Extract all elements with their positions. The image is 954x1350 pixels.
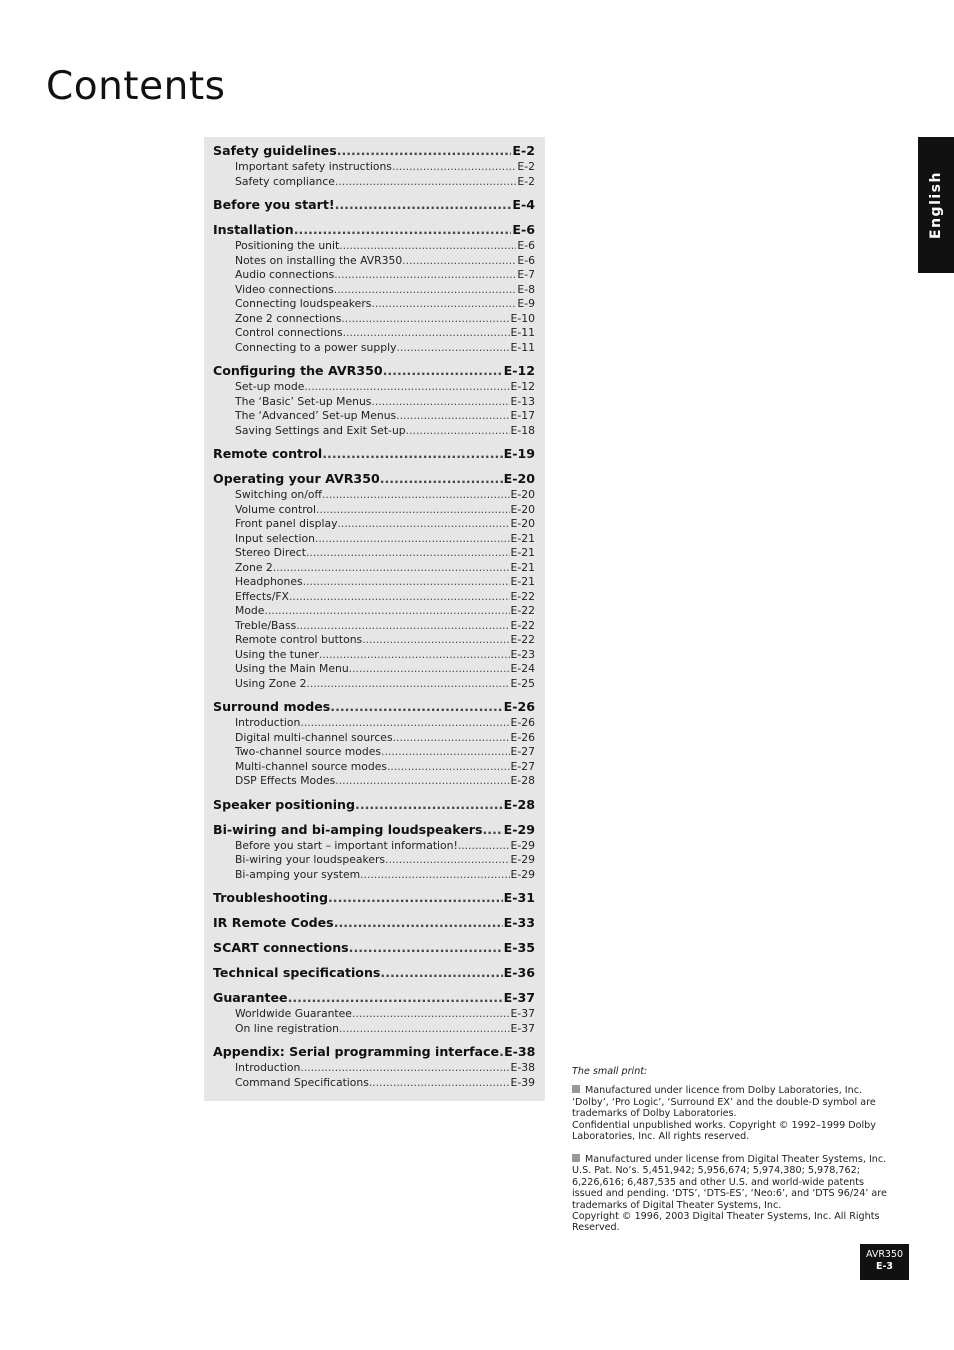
small-print-text: issued and pending. ‘DTS’, ‘DTS-ES’, ‘Neo:6’, and ‘DTS 96/24’ are [572, 1188, 887, 1200]
toc-section-entry[interactable] [213, 939, 535, 957]
toc-subentry[interactable] [213, 380, 535, 395]
toc-section-entry[interactable] [213, 889, 535, 907]
small-print-text: Manufactured under license from Digital Theater Systems, Inc. [585, 1153, 887, 1165]
small-print-text: Laboratories, Inc. All rights reserved. [572, 1131, 750, 1143]
toc-leader-dots [316, 503, 510, 518]
toc-section-entry[interactable] [213, 964, 535, 982]
toc-subentry-title: Switching on/off [235, 488, 322, 501]
toc-section [213, 821, 535, 883]
dts-notice [572, 1154, 902, 1234]
toc-subentry-page: E-20 [510, 517, 535, 530]
toc-section-page: E-37 [503, 990, 535, 1005]
toc-section-title: Technical specifications [213, 965, 381, 980]
toc-section [213, 698, 535, 789]
toc-section-title: Safety guidelines [213, 143, 337, 158]
toc-subentry-page: E-21 [510, 531, 535, 545]
toc-subentry-page: E-18 [510, 423, 535, 437]
toc-leader-dots [406, 424, 510, 439]
small-print-line [572, 1108, 902, 1119]
small-print-text: ‘Dolby’, ‘Pro Logic’, ‘Surround EX’ and the double-D symbol are [572, 1096, 876, 1108]
toc-subentry-title: Audio connections [235, 268, 335, 281]
toc-subentry-title: Digital multi-channel sources [235, 730, 393, 744]
toc-leader-dots [339, 1022, 510, 1037]
toc-section-entry[interactable] [213, 914, 535, 932]
toc-subentry[interactable] [213, 853, 535, 868]
toc-leader-dots [337, 142, 512, 160]
toc-subentry-page: E-38 [510, 1061, 535, 1074]
toc-subentry-page: E-22 [510, 604, 535, 617]
toc-subentry-page: E-22 [510, 589, 535, 603]
page-number: E-3 [875, 1261, 894, 1272]
small-print-line [572, 1120, 902, 1131]
toc-subentry-title: Using Zone 2 [235, 676, 307, 690]
toc-leader-dots [371, 395, 509, 410]
toc-subentry-page: E-27 [510, 745, 535, 758]
square-bullet-icon [572, 1085, 580, 1093]
toc-leader-dots [360, 868, 509, 883]
toc-leader-dots [383, 362, 503, 380]
toc-subentry-title: Saving Settings and Exit Set-up [235, 423, 406, 437]
toc-section-title: SCART connections [213, 940, 349, 955]
small-print-line [572, 1188, 902, 1199]
toc-subentry-page: E-17 [510, 409, 535, 422]
toc-section [213, 445, 535, 463]
toc-leader-dots [343, 326, 510, 341]
toc-subentry-title: Before you start – important information! [235, 838, 458, 852]
toc-section-entry[interactable] [213, 445, 535, 463]
toc-subentry[interactable] [213, 532, 535, 547]
dolby-notice [572, 1085, 902, 1142]
model-name: AVR350 [865, 1249, 904, 1260]
toc-subentry[interactable] [213, 745, 535, 760]
toc-subentry[interactable] [213, 868, 535, 883]
toc-subentry[interactable] [213, 662, 535, 677]
toc-section-page: E-2 [512, 143, 535, 158]
toc-subentry-page: E-29 [510, 867, 535, 881]
toc-section [213, 362, 535, 438]
small-print-text: 6,226,616; 6,487,535 and other U.S. and world-wide patents [572, 1176, 864, 1188]
toc-subentry-page: E-37 [510, 1021, 535, 1035]
language-tab [918, 137, 954, 273]
toc-section-page: E-28 [503, 796, 535, 812]
toc-leader-dots [355, 796, 503, 814]
toc-section [213, 914, 535, 932]
toc-subentry-page: E-26 [510, 716, 535, 729]
toc-subentry-title: Front panel display [235, 517, 338, 530]
toc-subentry-title: The ‘Advanced’ Set-up Menus [235, 409, 397, 422]
toc-section [213, 221, 535, 355]
toc-subentry[interactable] [213, 774, 535, 789]
toc-leader-dots [392, 160, 516, 175]
toc-subentry-title: Bi-wiring your loudspeakers [235, 853, 386, 866]
toc-subentry-title: Remote control buttons [235, 633, 363, 646]
toc-subentry-title: On line registration [235, 1021, 339, 1035]
toc-leader-dots [304, 380, 509, 395]
toc-subentry[interactable] [213, 283, 535, 298]
toc-subentry[interactable] [213, 619, 535, 634]
toc-subentry-page: E-22 [510, 618, 535, 632]
toc-subentry-title: Input selection [235, 531, 315, 545]
small-print-line [572, 1177, 902, 1188]
toc-section-entry[interactable] [213, 821, 535, 839]
toc-section-title: Configuring the AVR350 [213, 363, 383, 378]
toc-subentry-title: Important safety instructions [235, 160, 392, 173]
toc-leader-dots [396, 341, 509, 356]
toc-subentry[interactable] [213, 590, 535, 605]
toc-subentry-title: Stereo Direct [235, 546, 306, 559]
toc-subentry-page: E-24 [510, 662, 535, 675]
toc-subentry-title: Introduction [235, 1061, 301, 1074]
toc-subentry-title: Mode [235, 604, 265, 617]
toc-leader-dots [335, 196, 512, 214]
toc-subentry-page: E-6 [517, 253, 535, 267]
toc-subentry-page: E-2 [517, 174, 535, 188]
toc-subentry-title: Set-up mode [235, 380, 305, 393]
toc-subentry-page: E-20 [510, 502, 535, 516]
toc-leader-dots [296, 619, 509, 634]
toc-subentry-title: Safety compliance [235, 174, 335, 188]
toc-subentry-title: Video connections [235, 282, 334, 296]
toc-subentry-page: E-11 [510, 326, 535, 339]
toc-leader-dots [294, 221, 512, 239]
toc-subentry[interactable] [213, 648, 535, 663]
toc-section-page: E-31 [503, 890, 535, 905]
toc-section-page: E-12 [503, 363, 535, 378]
toc-section-title: IR Remote Codes [213, 915, 334, 930]
small-print-line [572, 1097, 902, 1108]
small-print-heading: The small print: [572, 1066, 648, 1077]
toc-section-title: Troubleshooting [213, 890, 328, 905]
small-print-text: U.S. Pat. No’s. 5,451,942; 5,956,674; 5,974,380; 5,978,762; [572, 1165, 860, 1177]
toc-subentry-page: E-12 [510, 380, 535, 393]
small-print-text: Confidential unpublished works. Copyright © 1992–1999 Dolby [572, 1119, 876, 1131]
toc-section [213, 796, 535, 814]
toc-leader-dots [339, 239, 516, 254]
toc-subentry-title: DSP Effects Modes [235, 774, 336, 787]
toc-subentry[interactable] [213, 575, 535, 590]
toc-subentry[interactable] [213, 326, 535, 341]
toc-section-entry[interactable] [213, 221, 535, 239]
toc-subentry-page: E-21 [510, 546, 535, 559]
toc-subentry-page: E-7 [517, 268, 535, 281]
toc-leader-dots [328, 889, 503, 907]
toc-subentry[interactable] [213, 268, 535, 283]
toc-section [213, 989, 535, 1036]
toc-subentry-page: E-13 [510, 394, 535, 408]
small-print-line [572, 1165, 902, 1176]
toc-subentry-page: E-20 [510, 488, 535, 501]
toc-subentry-title: Notes on installing the AVR350 [235, 253, 403, 267]
toc-subentry[interactable] [213, 677, 535, 692]
toc-section-page: E-29 [503, 821, 535, 837]
toc-subentry-title: Treble/Bass [235, 618, 297, 632]
toc-subentry[interactable] [213, 1076, 535, 1091]
toc-subentry-title: Headphones [235, 575, 303, 588]
toc-subentry-page: E-2 [517, 160, 535, 173]
toc-section-title: Appendix: Serial programming interface [213, 1044, 500, 1059]
toc-leader-dots [335, 175, 516, 190]
toc-section-page: E-4 [512, 197, 535, 212]
toc-subentry[interactable] [213, 254, 535, 269]
toc-subentry-page: E-6 [517, 239, 535, 252]
toc-subentry[interactable] [213, 312, 535, 327]
small-print-line [572, 1085, 902, 1096]
toc-subentry[interactable] [213, 839, 535, 854]
small-print-line [572, 1131, 902, 1142]
toc-subentry-title: Bi-amping your system [235, 867, 361, 881]
toc-section-title: Guarantee [213, 990, 288, 1005]
toc-section-title: Remote control [213, 446, 323, 461]
toc-leader-dots [335, 774, 509, 789]
small-print-text: Reserved. [572, 1222, 620, 1234]
toc-section-title: Speaker positioning [213, 796, 356, 812]
toc-section [213, 889, 535, 907]
toc-subentry-title: Using the Main Menu [235, 662, 349, 675]
toc-section [213, 1043, 535, 1090]
toc-subentry-page: E-29 [510, 838, 535, 852]
table-of-contents [204, 137, 545, 1101]
toc-leader-dots [341, 312, 509, 327]
toc-subentry-page: E-10 [510, 311, 535, 325]
toc-subentry[interactable] [213, 517, 535, 532]
toc-leader-dots [371, 297, 516, 312]
toc-subentry[interactable] [213, 297, 535, 312]
toc-leader-dots [334, 914, 503, 932]
toc-subentry[interactable] [213, 239, 535, 254]
toc-leader-dots [289, 590, 510, 605]
toc-subentry-title: Zone 2 [235, 560, 273, 574]
toc-subentry[interactable] [213, 175, 535, 190]
page-title: Contents [46, 64, 226, 110]
toc-subentry-title: Two-channel source modes [235, 745, 382, 758]
toc-section-page: E-36 [503, 965, 535, 980]
toc-section-page: E-33 [503, 915, 535, 930]
toc-leader-dots [483, 821, 503, 839]
toc-leader-dots [349, 939, 503, 957]
toc-leader-dots [349, 662, 510, 677]
toc-leader-dots [362, 633, 509, 648]
toc-leader-dots [264, 604, 509, 619]
toc-leader-dots [319, 648, 510, 663]
toc-section-entry[interactable] [213, 1043, 535, 1061]
toc-subentry[interactable] [213, 546, 535, 561]
toc-subentry-page: E-28 [510, 774, 535, 787]
toc-subentry-page: E-39 [510, 1075, 535, 1089]
toc-subentry-page: E-11 [510, 340, 535, 354]
toc-section-page: E-26 [503, 699, 535, 714]
toc-subentry-title: Zone 2 connections [235, 311, 342, 325]
toc-leader-dots [315, 532, 510, 547]
small-print [572, 1066, 902, 1245]
toc-subentry-page: E-8 [517, 282, 535, 296]
toc-leader-dots [330, 698, 502, 716]
toc-section [213, 939, 535, 957]
small-print-text: trademarks of Digital Theater Systems, Inc. [572, 1199, 782, 1211]
toc-subentry-page: E-37 [510, 1007, 535, 1020]
small-print-text: Manufactured under licence from Dolby Laboratories, Inc. [585, 1085, 863, 1097]
toc-subentry-page: E-21 [510, 575, 535, 588]
toc-leader-dots [402, 254, 516, 269]
toc-leader-dots [458, 839, 510, 854]
toc-subentry[interactable] [213, 1007, 535, 1022]
toc-section-entry[interactable] [213, 142, 535, 160]
toc-subentry-page: E-22 [510, 633, 535, 646]
small-print-line [572, 1154, 902, 1165]
toc-subentry-title: Positioning the unit [235, 239, 340, 252]
toc-subentry[interactable] [213, 341, 535, 356]
toc-section [213, 142, 535, 189]
toc-subentry-title: Command Specifications [235, 1075, 369, 1089]
toc-leader-dots [334, 268, 516, 283]
toc-subentry-title: Volume control [235, 502, 317, 516]
toc-leader-dots [337, 517, 509, 532]
toc-subentry[interactable] [213, 1061, 535, 1076]
toc-subentry-page: E-26 [510, 730, 535, 744]
small-print-line [572, 1200, 902, 1211]
toc-section-page: E-38 [504, 1044, 535, 1059]
toc-subentry[interactable] [213, 1022, 535, 1037]
toc-leader-dots [380, 470, 503, 488]
toc-section-page: E-19 [503, 446, 535, 461]
toc-leader-dots [306, 546, 510, 561]
toc-subentry-page: E-29 [510, 853, 535, 866]
small-print-line [572, 1222, 902, 1233]
toc-leader-dots [303, 575, 510, 590]
toc-leader-dots [322, 445, 502, 463]
toc-subentry-title: Control connections [235, 326, 343, 339]
toc-subentry-title: The ‘Basic’ Set-up Menus [235, 394, 372, 408]
toc-subentry-title: Connecting to a power supply [235, 340, 397, 354]
toc-leader-dots [300, 716, 509, 731]
toc-subentry-page: E-25 [510, 676, 535, 690]
toc-leader-dots [396, 409, 509, 424]
toc-subentry[interactable] [213, 716, 535, 731]
toc-section-title: Bi-wiring and bi-amping loudspeakers [213, 821, 483, 837]
toc-subentry-title: Introduction [235, 716, 301, 729]
toc-section-page: E-20 [503, 471, 535, 486]
toc-leader-dots [288, 989, 503, 1007]
toc-section-title: Surround modes [213, 699, 331, 714]
toc-subentry-title: Worldwide Guarantee [235, 1007, 352, 1020]
toc-subentry-page: E-9 [517, 297, 535, 310]
toc-section-entry[interactable] [213, 470, 535, 488]
toc-leader-dots [393, 731, 510, 746]
toc-subentry[interactable] [213, 561, 535, 576]
toc-subentry[interactable] [213, 488, 535, 503]
toc-leader-dots [380, 964, 502, 982]
toc-subentry[interactable] [213, 760, 535, 775]
toc-subentry-title: Effects/FX [235, 589, 289, 603]
toc-section [213, 196, 535, 214]
toc-section-entry[interactable] [213, 796, 535, 814]
toc-subentry-page: E-23 [510, 647, 535, 661]
square-bullet-icon [572, 1154, 580, 1162]
toc-subentry[interactable] [213, 633, 535, 648]
toc-leader-dots [322, 488, 510, 503]
toc-section-entry[interactable] [213, 698, 535, 716]
toc-section-entry[interactable] [213, 362, 535, 380]
toc-subentry-page: E-27 [510, 759, 535, 773]
toc-section [213, 470, 535, 691]
toc-leader-dots [352, 1007, 510, 1022]
toc-section-entry[interactable] [213, 196, 535, 214]
toc-section-title: Installation [213, 222, 294, 237]
toc-subentry[interactable] [213, 409, 535, 424]
toc-leader-dots [300, 1061, 509, 1076]
toc-subentry[interactable] [213, 395, 535, 410]
toc-leader-dots [334, 283, 517, 298]
toc-subentry[interactable] [213, 604, 535, 619]
toc-subentry[interactable] [213, 424, 535, 439]
toc-subentry-title: Multi-channel source modes [235, 759, 387, 773]
small-print-text: Copyright © 1996, 2003 Digital Theater Systems, Inc. All Rights [572, 1210, 880, 1222]
toc-section-entry[interactable] [213, 989, 535, 1007]
toc-leader-dots [306, 677, 509, 692]
toc-section-page: E-35 [503, 940, 535, 955]
toc-leader-dots [369, 1076, 510, 1091]
toc-subentry-page: E-21 [510, 560, 535, 574]
toc-subentry-title: Using the tuner [235, 647, 319, 661]
page-number-badge [860, 1244, 909, 1280]
toc-leader-dots [385, 853, 510, 868]
toc-section-title: Operating your AVR350 [213, 471, 380, 486]
toc-leader-dots [273, 561, 510, 576]
language-tab-label: English [928, 171, 945, 239]
toc-section-page: E-6 [512, 222, 535, 237]
toc-subentry[interactable] [213, 160, 535, 175]
small-print-line [572, 1211, 902, 1222]
small-print-text: trademarks of Dolby Laboratories. [572, 1108, 737, 1120]
toc-subentry[interactable] [213, 503, 535, 518]
toc-section [213, 964, 535, 982]
toc-subentry[interactable] [213, 731, 535, 746]
toc-section-title: Before you start! [213, 197, 335, 212]
toc-leader-dots [387, 760, 510, 775]
toc-subentry-title: Connecting loudspeakers [235, 297, 372, 310]
toc-leader-dots [381, 745, 510, 760]
